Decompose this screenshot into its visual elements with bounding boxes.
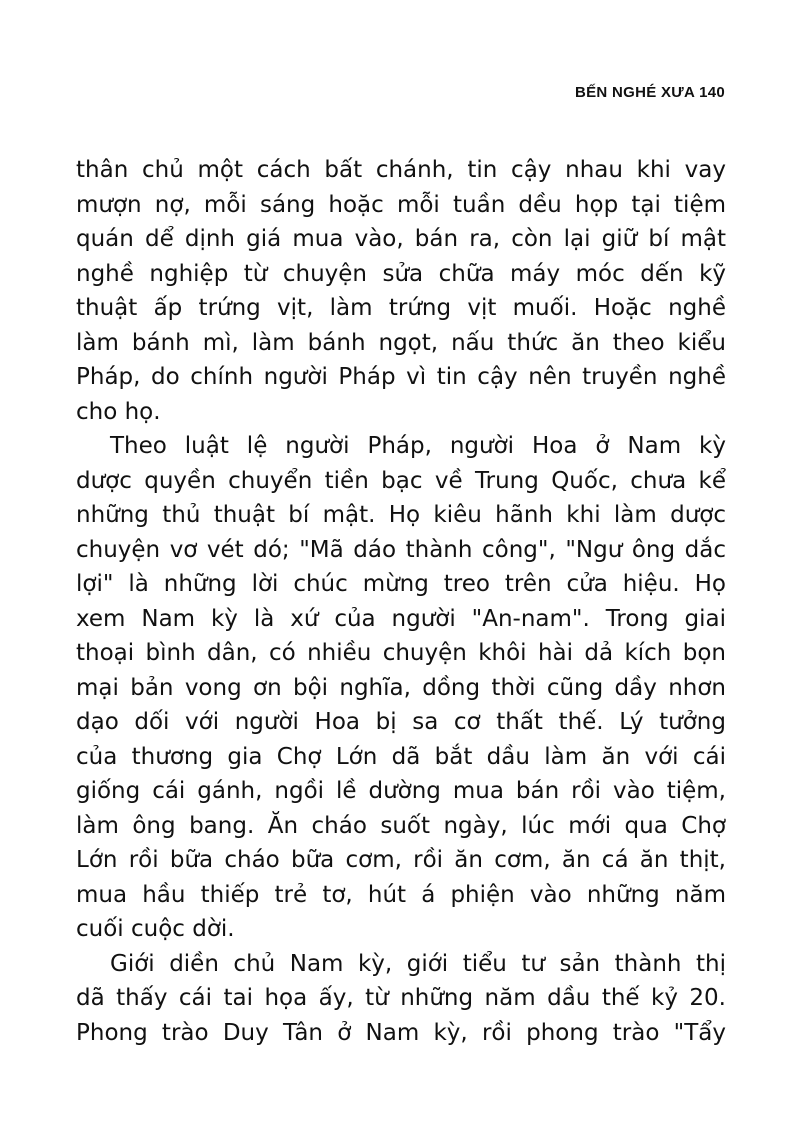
text-line: Phong trào Duy Tân ở Nam kỳ, rồi phong trào "Tẩy — [76, 1019, 726, 1046]
text-line: cuối cuộc dời. — [76, 916, 235, 942]
text-line: dạo dối với người Hoa bị sa cơ thất thế. Lý tưởng — [76, 709, 726, 735]
body-text — [76, 153, 726, 1050]
text-line: thuật ấp trứng vịt, làm trứng vịt muối. Hoặc nghề — [76, 295, 726, 321]
text-line: thoại bình dân, có nhiều chuyện khôi hài dả kích bọn — [76, 640, 726, 666]
text-line: dược quyền chuyển tiền bạc về Trung Quốc, chưa kể — [76, 467, 726, 494]
paragraph-3 — [76, 947, 726, 1051]
text-line: dã thấy cái tai họa ấy, từ những năm dầu thế kỷ 20. — [76, 985, 726, 1011]
text-line: của thương gia Chợ Lớn dã bắt dầu làm ăn với cái — [76, 743, 726, 770]
text-line: mượn nợ, mỗi sáng hoặc mỗi tuần dều họp tại tiệm — [76, 191, 726, 218]
text-line: những thủ thuật bí mật. Họ kiêu hãnh khi làm dược — [76, 502, 726, 528]
text-line: nghề nghiệp từ chuyện sửa chữa máy móc dến kỹ — [76, 260, 726, 287]
text-line: Theo luật lệ người Pháp, người Hoa ở Nam kỳ — [110, 433, 726, 459]
paragraph-1 — [76, 153, 726, 429]
text-line: xem Nam kỳ là xứ của người "An-nam". Trong giai — [76, 605, 726, 632]
paragraph-2 — [76, 429, 726, 947]
text-line: cho họ. — [76, 398, 161, 425]
text-line: chuyện vơ vét dó; "Mã dáo thành công", "Ngư ông dắc — [76, 536, 726, 563]
text-line: làm ông bang. Ăn cháo suốt ngày, lúc mới qua Chợ — [76, 812, 726, 839]
text-line: Pháp, do chính người Pháp vì tin cậy nên truyền nghề — [76, 364, 726, 390]
text-line: thân chủ một cách bất chánh, tin cậy nhau khi vay — [76, 157, 726, 183]
text-line: Giới diền chủ Nam kỳ, giới tiểu tư sản thành thị — [110, 950, 726, 977]
text-line: mại bản vong ơn bội nghĩa, dồng thời cũng dầy nhơn — [76, 674, 726, 701]
running-header: BẾN NGHÉ XƯA 140 — [574, 84, 725, 101]
text-line: mua hầu thiếp trẻ tơ, hút á phiện vào những năm — [76, 881, 726, 908]
text-line: quán dể dịnh giá mua vào, bán ra, còn lại giữ bí mật — [76, 226, 726, 252]
text-line: lợi" là những lời chúc mừng treo trên cửa hiệu. Họ — [76, 571, 726, 597]
text-line: giống cái gánh, ngồi lề dường mua bán rồi vào tiệm, — [76, 778, 726, 804]
text-line: làm bánh mì, làm bánh ngọt, nấu thức ăn theo kiểu — [76, 329, 726, 356]
text-line: Lớn rồi bữa cháo bữa cơm, rồi ăn cơm, ăn cá ăn thịt, — [76, 847, 726, 873]
